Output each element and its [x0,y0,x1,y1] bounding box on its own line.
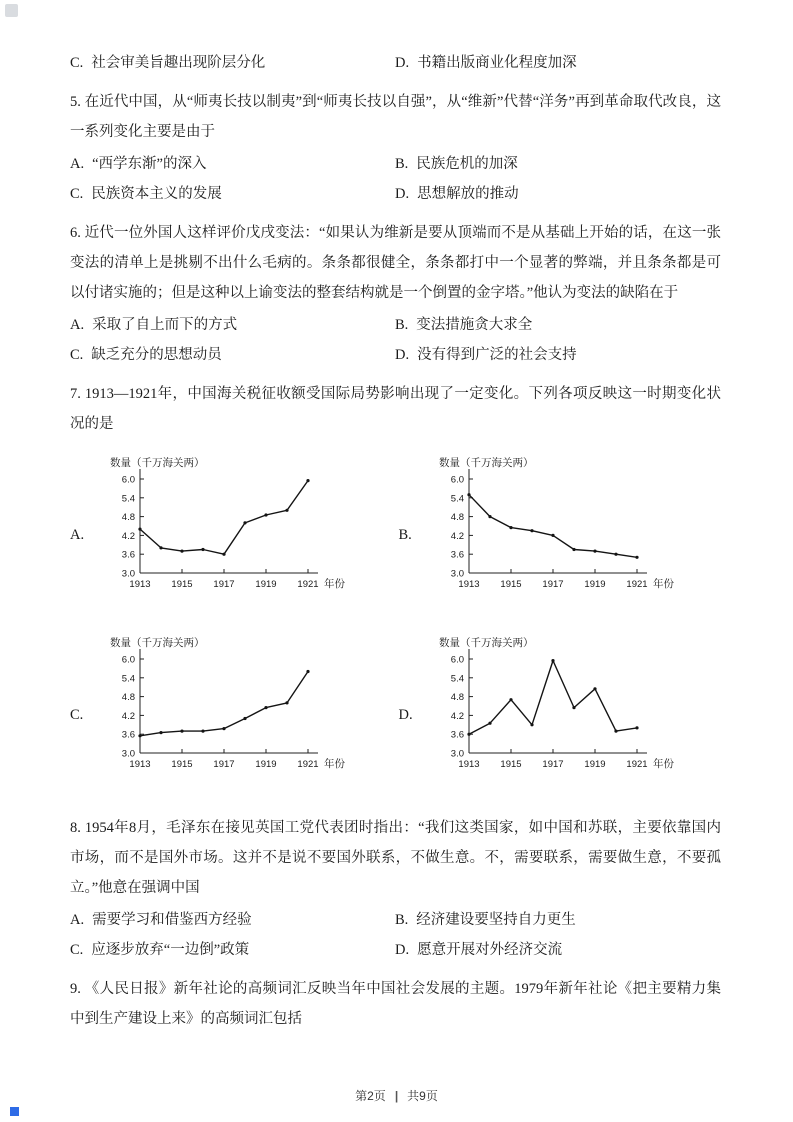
question-8-options [70,905,721,965]
svg-text:1919: 1919 [255,759,277,770]
line-chart-a [96,453,354,617]
question-7 [70,379,721,797]
line-chart [425,633,683,797]
option-text: 缺乏充分的思想动员 [91,347,222,363]
svg-text:1915: 1915 [499,759,522,770]
question-5 [70,87,721,209]
chart-option-a [70,453,393,617]
svg-text:1921: 1921 [297,579,319,590]
svg-text:5.4: 5.4 [450,673,464,685]
option-a [70,310,395,340]
question-stem: 7. 1913—1921年，中国海关税征收额受国际局势影响出现了一定变化。下列各项反映这一时期变化状况的是 [70,386,721,432]
option-label: B. [395,912,409,928]
svg-text:年份: 年份 [324,578,345,590]
option-label: A. [70,317,85,333]
svg-text:4.2: 4.2 [450,530,464,542]
page-footer [0,1087,793,1104]
question-stem: 6. 近代一位外国人这样评价戊戌变法：“如果认为维新是要从顶端而不是从基础上开始的话，在这一张变法的清单上是挑剔不出什么毛病的。条条都很健全，条条都打中一个显著的弊端，并且条条都是可以付诸实施的；但是这种以上谕变法的整套结构就是一个倒置的金字塔。”他认为变法的缺陷在于 [70,225,721,301]
svg-text:1913: 1913 [129,579,151,590]
svg-text:3.0: 3.0 [450,568,464,580]
question-8 [70,813,721,965]
svg-text:1915: 1915 [171,759,193,770]
option-text: 应逐步放弃“一边倒”政策 [91,942,250,958]
option-b [395,149,721,179]
svg-text:6.0: 6.0 [450,474,464,486]
svg-text:4.2: 4.2 [450,710,464,722]
svg-text:3.0: 3.0 [450,748,464,760]
svg-text:4.8: 4.8 [450,692,464,704]
svg-text:6.0: 6.0 [121,654,135,666]
option-label: A. [70,912,85,928]
svg-text:1919: 1919 [583,579,606,590]
page-number: 第2页 [355,1089,386,1103]
option-label: D. [395,186,410,202]
option-label: B. [395,317,409,333]
option-text: 民族危机的加深 [416,156,518,172]
option-c [70,179,395,209]
svg-text:1921: 1921 [625,759,648,770]
svg-text:6.0: 6.0 [121,474,135,486]
svg-text:1919: 1919 [255,579,277,590]
line-chart [425,453,683,617]
chart-option-c [70,633,393,797]
question-6 [70,218,721,370]
chart-option-d [399,633,722,797]
svg-text:1921: 1921 [297,759,319,770]
line-chart-d [425,633,683,797]
corner-blue-mark [10,1107,19,1116]
svg-text:4.8: 4.8 [121,692,135,704]
svg-text:1915: 1915 [171,579,193,590]
line-chart-b [425,453,683,617]
svg-text:4.8: 4.8 [450,512,464,524]
svg-text:3.6: 3.6 [121,729,135,741]
svg-text:3.0: 3.0 [121,568,135,580]
option-text: 民族资本主义的发展 [91,186,222,202]
option-label: B. [395,156,409,172]
question-stem: 5. 在近代中国，从“师夷长技以制夷”到“师夷长技以自强”，从“维新”代替“洋务”再到革命取代改良，这一系列变化主要是由于 [70,94,721,140]
chart-option-label: C. [70,706,84,723]
option-c [70,340,395,370]
chart-option-b [399,453,722,617]
svg-text:1919: 1919 [583,759,606,770]
question-5-options [70,149,721,209]
option-label: D. [395,942,410,958]
svg-text:1913: 1913 [129,759,151,770]
svg-text:1913: 1913 [457,579,480,590]
option-text: 愿意开展对外经济交流 [417,942,563,958]
option-text: 思想解放的推动 [417,186,519,202]
option-text: 需要学习和借鉴西方经验 [92,912,252,928]
option-a [70,149,395,179]
svg-text:数量（千万海关两）: 数量（千万海关两） [438,457,533,469]
svg-text:数量（千万海关两）: 数量（千万海关两） [110,457,205,469]
option-text: 书籍出版商业化程度加深 [417,55,577,71]
charts-grid [70,453,721,797]
svg-text:数量（千万海关两）: 数量（千万海关两） [438,637,533,649]
option-d [395,935,721,965]
svg-text:年份: 年份 [652,578,674,590]
option-d [395,48,721,78]
corner-watermark-icon [5,4,18,17]
option-a [70,905,395,935]
question-6-options [70,310,721,370]
option-d [395,340,721,370]
option-text: 变法措施贪大求全 [416,317,533,333]
svg-text:5.4: 5.4 [450,493,464,505]
chart-option-label: A. [70,526,85,543]
line-chart [96,633,354,797]
svg-text:年份: 年份 [652,758,674,770]
svg-text:1917: 1917 [541,759,564,770]
option-text: “西学东渐”的深入 [92,156,207,172]
chart-option-label: B. [398,526,412,543]
svg-text:3.6: 3.6 [121,549,135,561]
option-d [395,179,721,209]
svg-text:4.2: 4.2 [121,530,135,542]
svg-text:年份: 年份 [324,758,345,770]
page-total: 共9页 [407,1089,438,1103]
option-text: 社会审美旨趣出现阶层分化 [91,55,266,71]
svg-text:数量（千万海关两）: 数量（千万海关两） [110,637,205,649]
option-label: C. [70,55,84,71]
option-c [70,935,395,965]
option-label: D. [395,55,410,71]
question-stem: 9. 《人民日报》新年社论的高频词汇反映当年中国社会发展的主题。1979年新年社论《把主要精力集中到生产建设上来》的高频词汇包括 [70,981,721,1027]
svg-text:6.0: 6.0 [450,654,464,666]
svg-text:1917: 1917 [541,579,564,590]
svg-text:1917: 1917 [213,579,235,590]
svg-text:3.6: 3.6 [450,729,464,741]
option-label: C. [70,942,84,958]
footer-separator: | [394,1089,399,1103]
svg-text:4.8: 4.8 [121,512,135,524]
svg-text:3.6: 3.6 [450,549,464,561]
option-label: C. [70,186,84,202]
option-label: D. [395,347,410,363]
option-b [395,310,721,340]
option-text: 采取了自上而下的方式 [92,317,238,333]
chart-option-label: D. [398,706,413,723]
option-label: A. [70,156,85,172]
svg-text:3.0: 3.0 [121,748,135,760]
option-text: 没有得到广泛的社会支持 [417,347,577,363]
line-chart [96,453,354,617]
svg-text:1917: 1917 [213,759,235,770]
option-b [395,905,721,935]
option-text: 经济建设要坚持自力更生 [416,912,576,928]
question-4-options [70,48,721,78]
svg-text:5.4: 5.4 [121,493,135,505]
question-stem: 8. 1954年8月，毛泽东在接见英国工党代表团时指出：“我们这类国家，如中国和苏联，主要依靠国内市场，而不是国外市场。这并不是说不要国外联系，不做生意。不，需要联系，需要做生意，不要孤立。”他意在强调中国 [70,820,721,896]
question-9 [70,974,721,1034]
svg-text:1915: 1915 [499,579,522,590]
option-c [70,48,395,78]
option-label: C. [70,347,84,363]
svg-text:4.2: 4.2 [121,710,135,722]
line-chart-c [96,633,354,797]
svg-text:1913: 1913 [457,759,480,770]
svg-text:5.4: 5.4 [121,673,135,685]
svg-text:1921: 1921 [625,579,648,590]
